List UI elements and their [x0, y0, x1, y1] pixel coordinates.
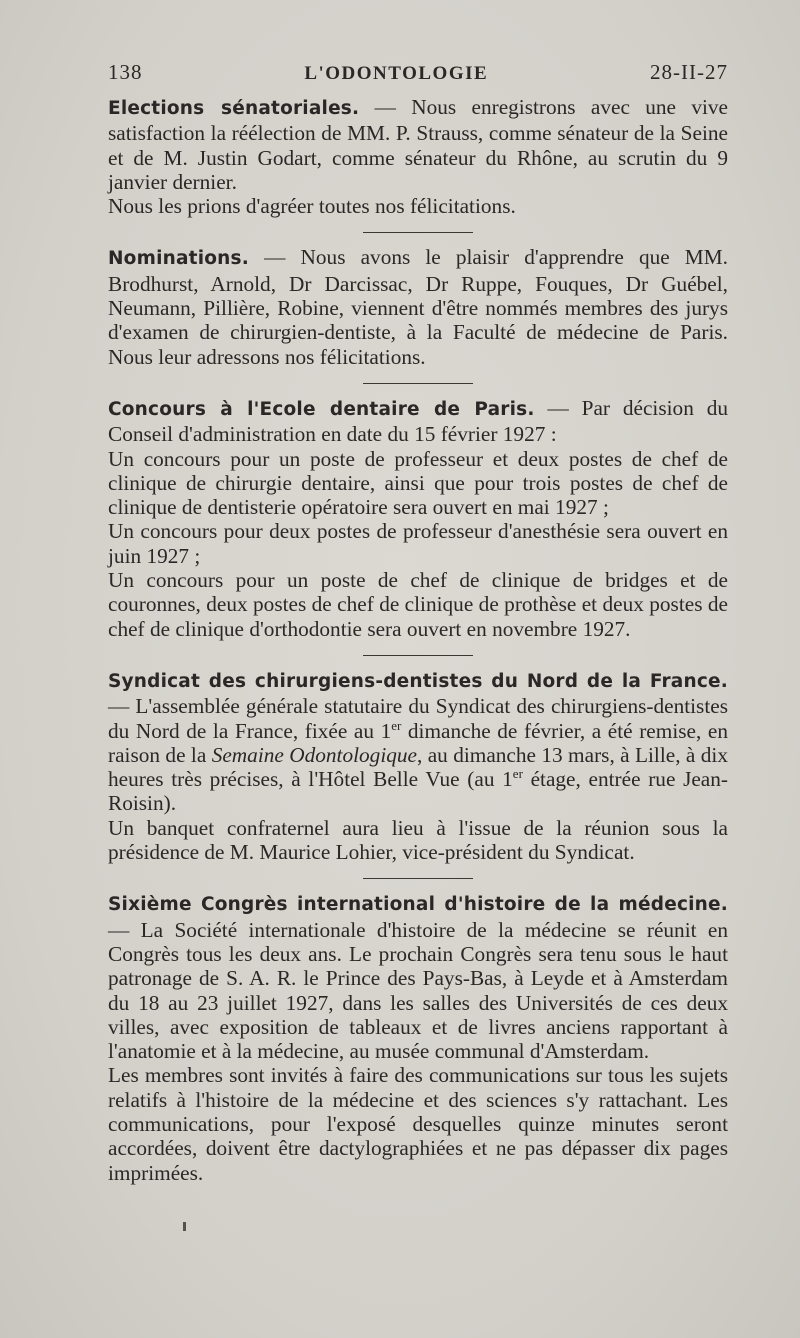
paragraph: Un concours pour un poste de professeur et deux postes de chef de clinique de chirurgie dentaire, ainsi que pour trois postes de chef de clinique de dentisterie opératoire sera ouvert en mai 1927 ;	[108, 446, 728, 520]
journal-title: L'ODONTOLOGIE	[304, 63, 489, 84]
section-congres	[108, 891, 728, 1185]
paragraph: — Par décision du Conseil d'administration en date du 15 février 1927 :	[108, 395, 729, 447]
paragraph-part: dimanche de février, a été remise, en raison de la	[108, 718, 728, 767]
paper-speck	[183, 1222, 186, 1231]
section-elections	[108, 95, 728, 218]
publication-title: Semaine Odontologique	[211, 742, 417, 767]
section-heading: Elections sénatoriales.	[108, 98, 360, 119]
paragraph-part: — L'assemblée générale statutaire du Syndicat des chirurgiens-dentistes du Nord de la France, fixée au 1	[108, 694, 728, 743]
paragraph: Les membres sont invités à faire des communications sur tous les sujets relatifs à l'histoire de la médecine et des sciences s'y rattachant. Les communications, pour l'exposé desquelles quinze minutes seront accordées, doivent être dactylographiées et ne pas dépasser dix pages imprimées.	[108, 1063, 728, 1185]
section-concours	[108, 396, 728, 641]
article-body	[108, 95, 728, 1185]
section-divider	[363, 655, 473, 656]
section-syndicat	[108, 668, 728, 864]
superscript: er	[512, 766, 523, 782]
paragraph: Nous les prions d'agréer toutes nos félicitations.	[108, 194, 516, 219]
issue-date: 28-II-27	[650, 60, 728, 84]
paragraph: — Nous enregistrons avec une vive satisfaction la réélection de MM. P. Strauss, comme sénateur de la Seine et de M. Justin Godart, comme sénateur du Rhône, au scrutin du 9 janvier dernier.	[108, 95, 728, 194]
section-nominations	[108, 245, 728, 368]
section-heading: Concours à l'Ecole dentaire de Paris.	[108, 398, 535, 420]
paragraph: — Nous avons le plaisir d'apprendre que MM. Brodhurst, Arnold, Dr Darcissac, Dr Ruppe, Fouques, Dr Guébel, Neumann, Pillière, Robine, viennent d'être nommés membres des jurys d'examen de chirurgien-dentiste, à la Faculté de médecine de Paris. Nous leur adressons nos félicitations.	[108, 245, 729, 369]
section-heading: Syndicat des chirurgiens-dentistes du Nord de la France.	[108, 670, 728, 692]
paragraph: — La Société internationale d'histoire de la médecine se réunit en Congrès tous les deux ans. Le prochain Congrès sera tenu sous le haut patronage de S. A. R. le Prince des Pays-Bas, à Leyde et à Amsterdam du 18 au 23 juillet 1927, dans les salles des Universités de ces deux villes, avec exposition de tableaux et de livres anciens rapportant à l'anatomie et à la médecine, au musée communal d'Amsterdam.	[108, 917, 728, 1064]
section-heading: Nominations.	[108, 248, 249, 270]
paragraph-part: , au dimanche 13 mars, à Lille, à dix heures très précises, à l'Hôtel Belle Vue (au 1	[108, 742, 728, 792]
paragraph: Un concours pour un poste de chef de clinique de bridges et de couronnes, deux postes de chef de clinique de prothèse et deux postes de chef de clinique d'orthodontie sera ouvert en novembre 1927.	[108, 568, 728, 641]
section-divider	[363, 878, 473, 879]
page-number: 138	[108, 60, 143, 84]
paragraph: Un concours pour deux postes de professeur d'anesthésie sera ouvert en juin 1927 ;	[108, 519, 728, 568]
paragraph-part: étage, entrée rue Jean-Roisin).	[108, 767, 729, 816]
section-divider	[363, 383, 473, 384]
section-divider	[363, 232, 473, 233]
superscript: er	[391, 717, 402, 733]
running-header	[108, 60, 728, 92]
paragraph: Un banquet confraternel aura lieu à l'issue de la réunion sous la présidence de M. Maurice Lohier, vice-président du Syndicat.	[108, 815, 728, 865]
section-heading: Sixième Congrès international d'histoire de la médecine.	[108, 894, 728, 916]
